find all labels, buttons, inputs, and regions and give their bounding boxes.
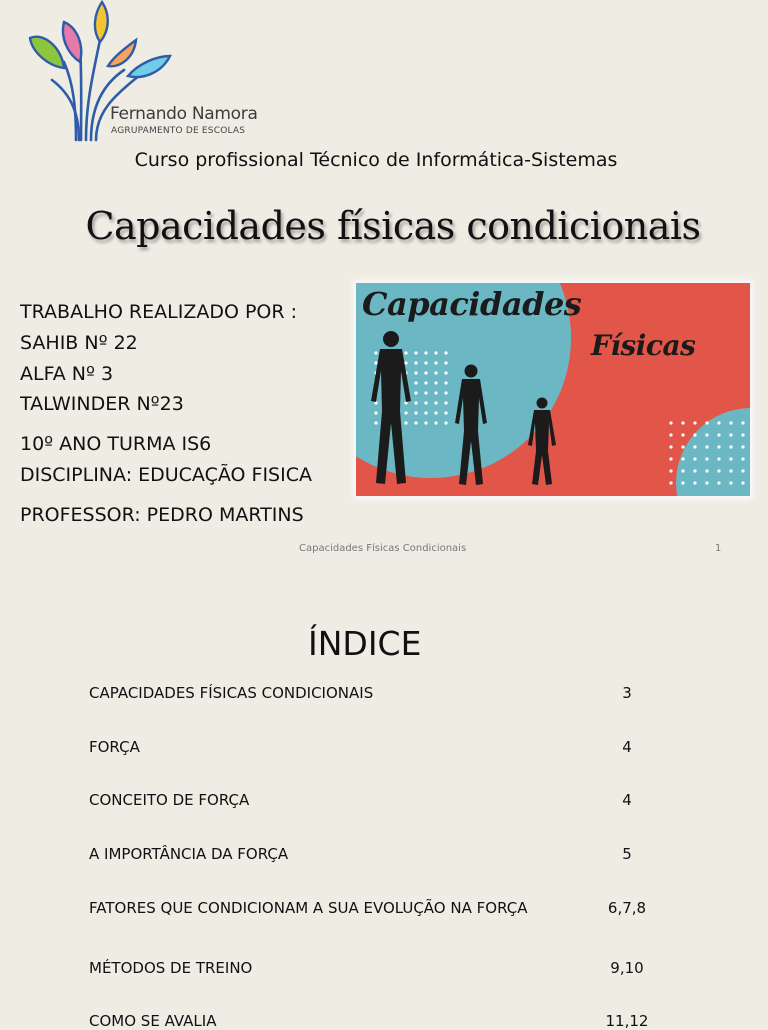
index-heading: ÍNDICE xyxy=(308,624,422,663)
course-name: Curso profissional Técnico de Informática-Sistemas xyxy=(134,149,618,171)
slide-page-number: 1 xyxy=(715,543,722,554)
index-item-page: 9,10 xyxy=(610,959,644,977)
index-item-page: 5 xyxy=(622,845,632,863)
index-item-page: 3 xyxy=(622,684,632,702)
banner-title-line1: Capacidades xyxy=(362,285,582,323)
index-item-label: MÉTODOS DE TREINO xyxy=(89,959,253,977)
banner-title-line2: Físicas xyxy=(591,329,696,362)
slide-title: Capacidades físicas condicionais xyxy=(85,204,701,248)
index-item-label: CAPACIDADES FÍSICAS CONDICIONAIS xyxy=(89,684,374,702)
index-item-page: 11,12 xyxy=(605,1012,649,1030)
banner-image xyxy=(356,283,750,496)
slide-divider xyxy=(0,572,768,576)
index-item-label: FORÇA xyxy=(89,738,140,756)
teacher: PROFESSOR: PEDRO MARTINS xyxy=(20,504,304,526)
logo-name: Fernando Namora xyxy=(110,104,258,124)
index-item-page: 4 xyxy=(622,791,632,809)
school-logo xyxy=(24,0,274,145)
logo-subtitle: AGRUPAMENTO DE ESCOLAS xyxy=(111,126,246,136)
discipline: DISCIPLINA: EDUCAÇÃO FISICA xyxy=(20,464,312,486)
index-item-page: 6,7,8 xyxy=(607,899,647,917)
index-item-label: A IMPORTÂNCIA DA FORÇA xyxy=(89,845,289,863)
index-item-page: 4 xyxy=(622,738,632,756)
student-name: SAHIB Nº 22 xyxy=(20,332,138,354)
index-item-label: FATORES QUE CONDICIONAM A SUA EVOLUÇÃO NA FORÇA xyxy=(89,899,528,917)
index-item-label: CONCEITO DE FORÇA xyxy=(89,791,250,809)
student-name: TALWINDER Nº23 xyxy=(20,393,184,415)
student-name: ALFA Nº 3 xyxy=(20,363,114,385)
year-class: 10º ANO TURMA IS6 xyxy=(20,433,212,455)
index-item-label: COMO SE AVALIA xyxy=(89,1012,217,1030)
slide-footer-title: Capacidades Físicas Condicionais xyxy=(299,543,467,554)
work-by-label: TRABALHO REALIZADO POR : xyxy=(20,301,298,323)
